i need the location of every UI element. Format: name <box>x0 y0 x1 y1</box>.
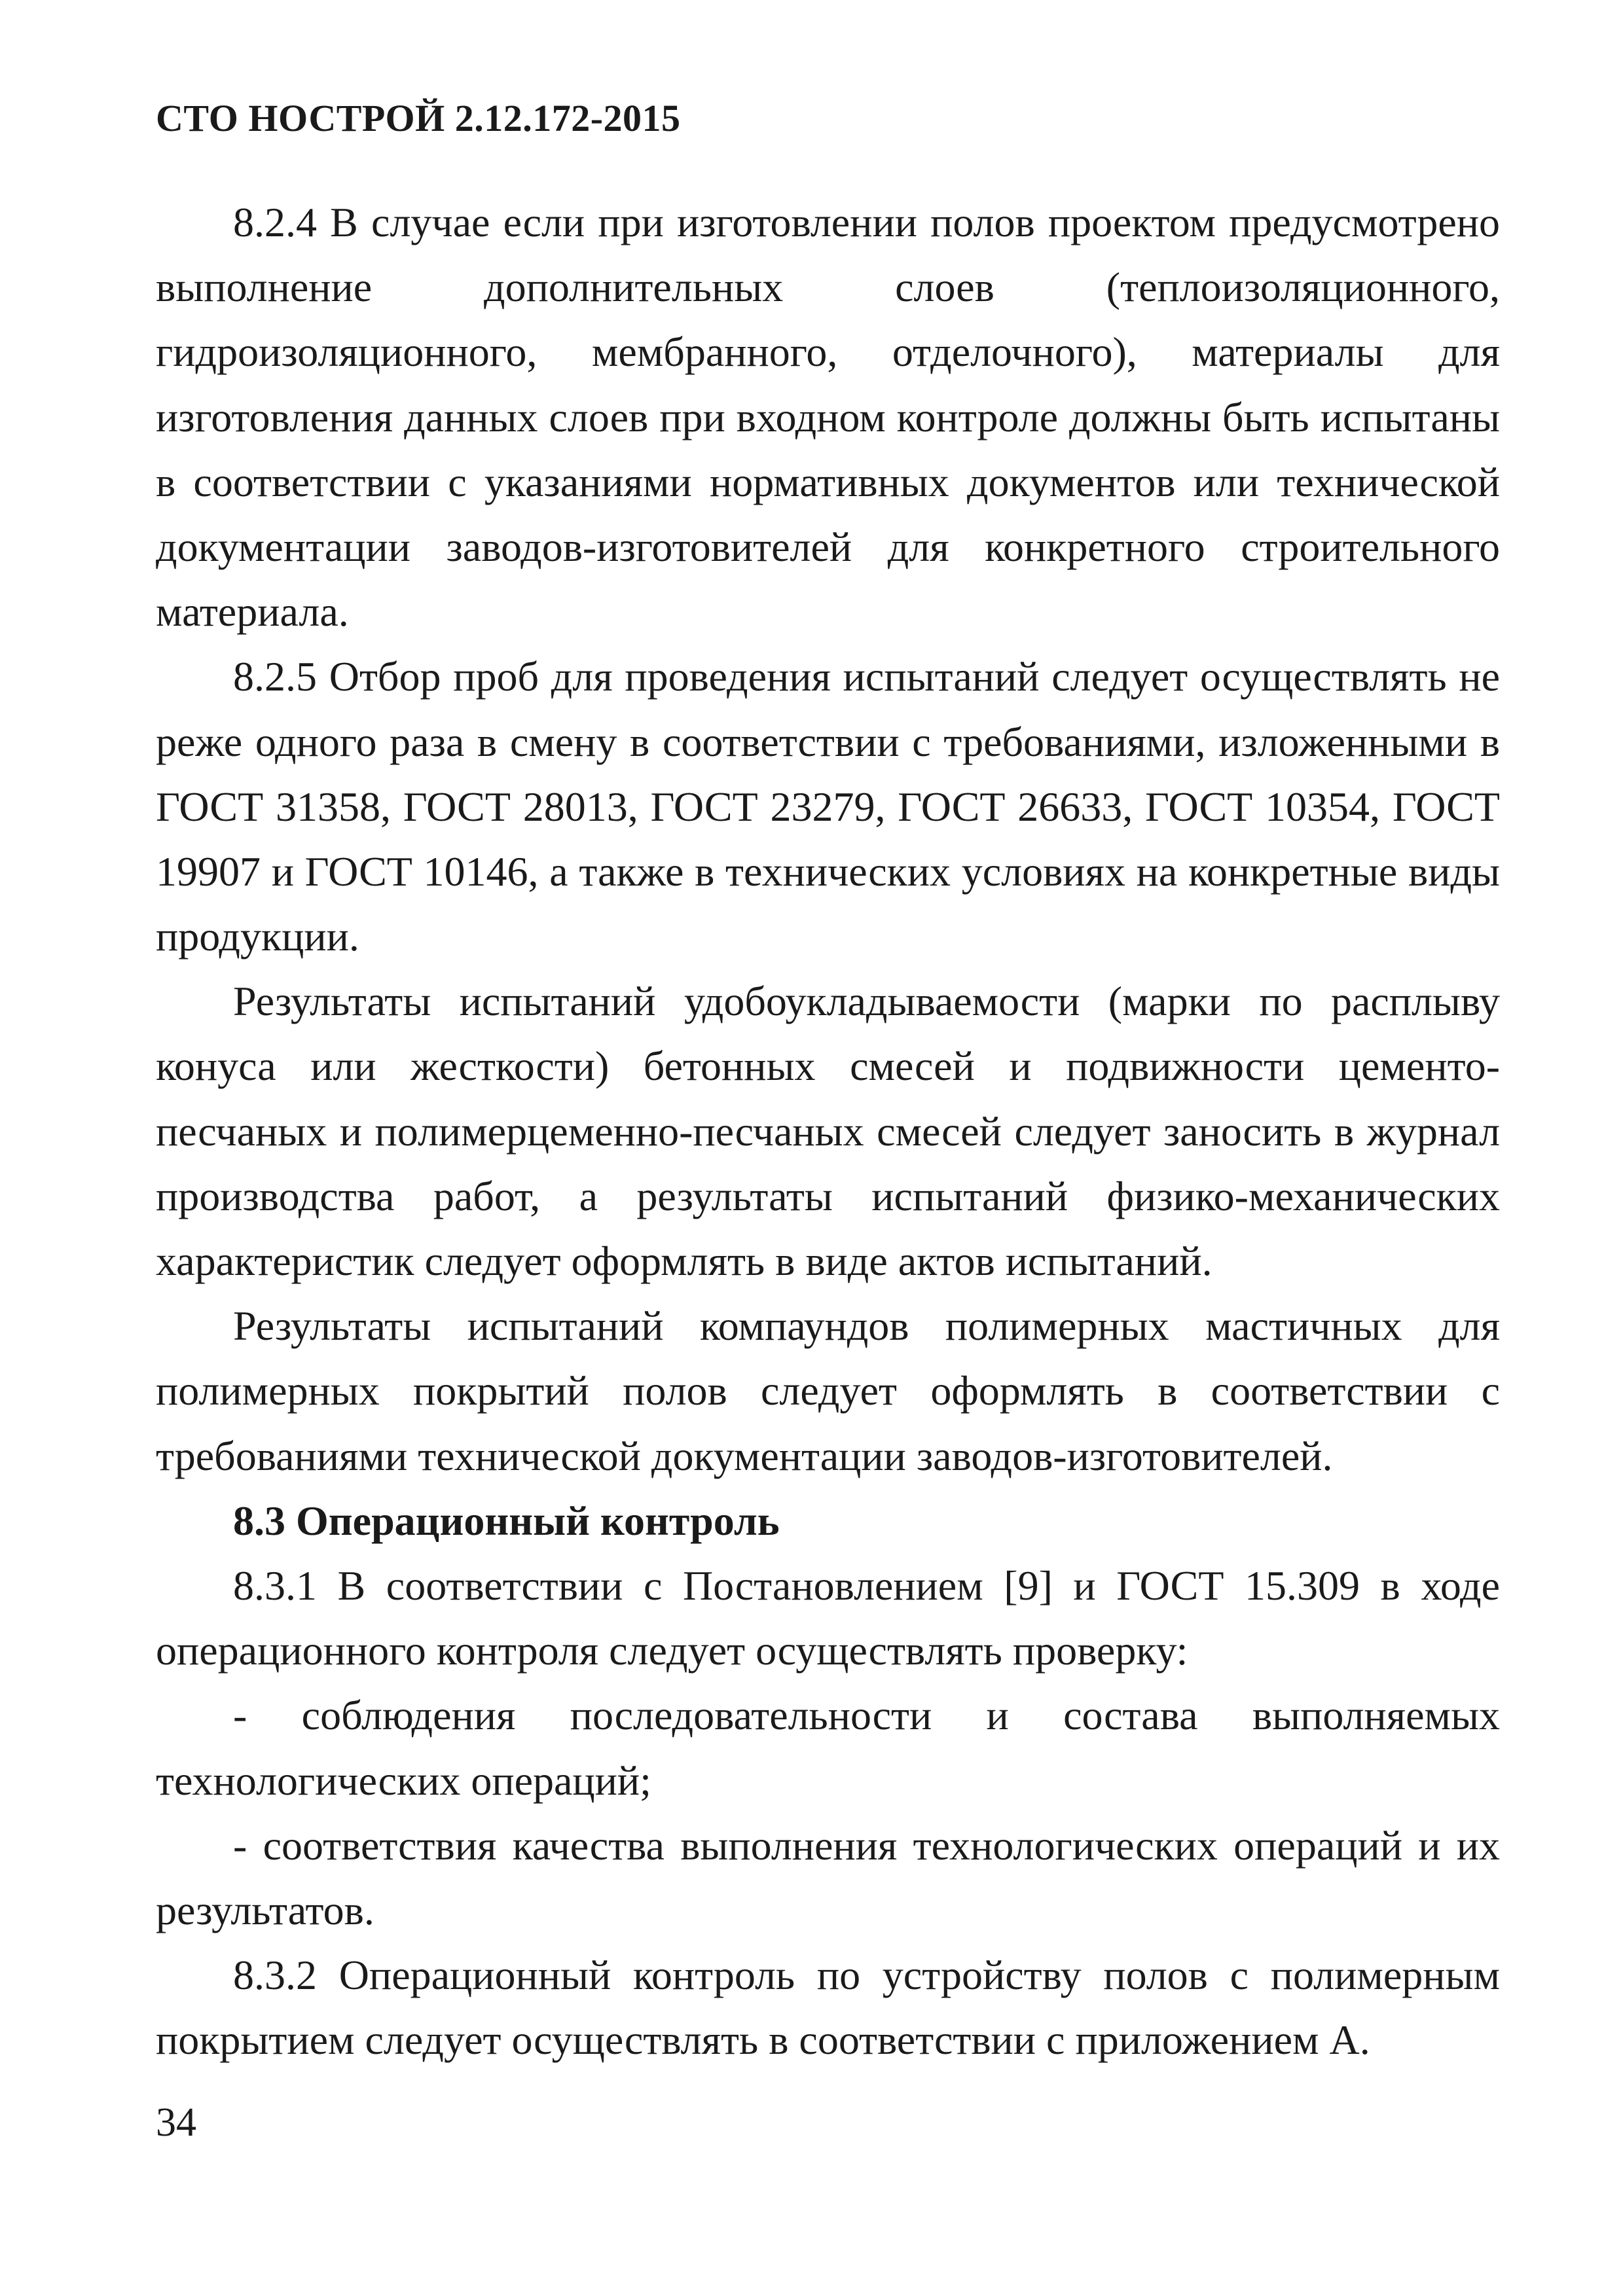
section-heading-8-3: 8.3 Операционный контроль <box>233 1497 780 1544</box>
list-item-quality: - соответствия качества выполнения технологических операций и их результатов. <box>156 1821 1500 1933</box>
paragraph-results-compounds: Результаты испытаний компаундов полимерных мастичных для полимерных покрытий полов следует оформлять в соответствии с требованиями технической документации заводов-изготовителей. <box>156 1302 1500 1479</box>
page-number: 34 <box>156 2100 196 2145</box>
paragraph-results-workability: Результаты испытаний удобоукладываемости (марки по расплыву конуса или жесткости) бетонных смесей и подвижности цементо-песчаных и полимерцеменно-песчаных смесей следует заносить в журнал производства работ, а результаты испытаний физико-механических характеристик следует оформлять в виде актов испытаний. <box>156 978 1500 1284</box>
paragraph-8-3-1: 8.3.1 В соответствии с Постановлением [9] и ГОСТ 15.309 в ходе операционного контроля следует осуществлять проверку: <box>156 1562 1500 1674</box>
paragraph-8-3-2: 8.3.2 Операционный контроль по устройству полов с полимерным покрытием следует осуществлять в соответствии с приложением А. <box>156 1952 1500 2064</box>
document-code-header: СТО НОСТРОЙ 2.12.172-2015 <box>156 97 681 139</box>
paragraph-8-2-4: 8.2.4 В случае если при изготовлении полов проектом предусмотрено выполнение дополнительных слоев (теплоизоляционного, гидроизоляционного, мембранного, отделочного), материалы для изготовления данных слоев при входном контроле должны быть испытаны в соответствии с указаниями нормативных документов или технической документации заводов-изготовителей для конкретного строительного материала. <box>156 199 1500 636</box>
list-item-sequence: - соблюдения последовательности и состава выполняемых технологических операций; <box>156 1692 1500 1804</box>
paragraph-8-2-5: 8.2.5 Отбор проб для проведения испытаний следует осуществлять не реже одного раза в смену в соответствии с требованиями, изложенными в ГОСТ 31358, ГОСТ 28013, ГОСТ 23279, ГОСТ 26633, ГОСТ 10354, ГОСТ 19907 и ГОСТ 10146, а также в технических условиях на конкретные виды продукции. <box>156 653 1500 960</box>
body-text <box>156 190 1500 2072</box>
